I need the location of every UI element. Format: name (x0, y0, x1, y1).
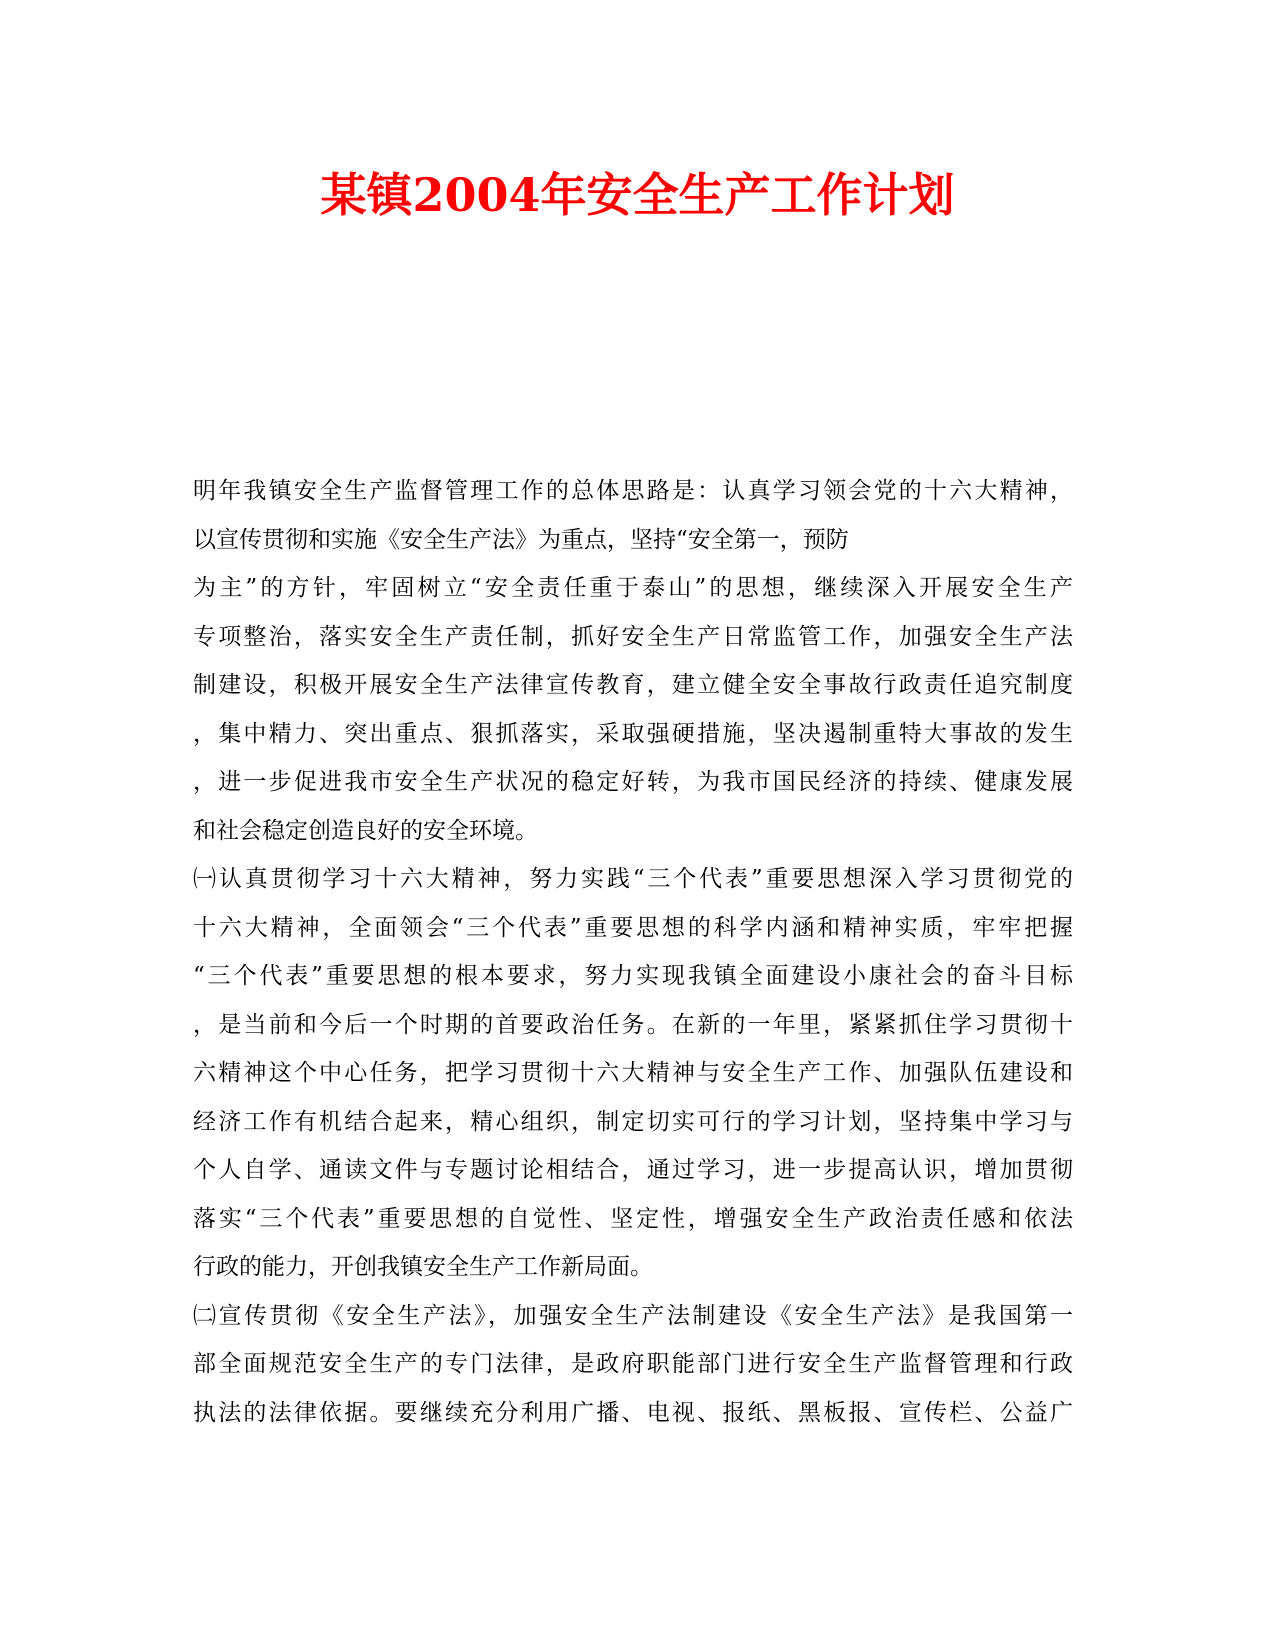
body-line: 专项整治，落实安全生产责任制，抓好安全生产日常监管工作，加强安全生产法 (193, 623, 1073, 650)
body-line: 以宣传贯彻和实施《安全生产法》为重点，坚持“安全第一，预防 (193, 526, 849, 553)
document-body (193, 476, 1073, 1446)
body-line: “三个代表”重要思想的根本要求，努力实现我镇全面建设小康社会的奋斗目标 (193, 963, 1073, 989)
body-line: 个人自学、通读文件与专题讨论相结合，通过学习，进一步提高认识，增加贯彻 (193, 1157, 1073, 1183)
body-line: ，集中精力、突出重点、狠抓落实，采取强硬措施，坚决遏制重特大事故的发生 (193, 720, 1073, 747)
body-line: 经济工作有机结合起来，精心组织，制定切实可行的学习计划，坚持集中学习与 (193, 1108, 1073, 1135)
body-line: ㈠认真贯彻学习十六大精神，努力实践“三个代表”重要思想深入学习贯彻党的 (193, 866, 1073, 892)
document-title: 某镇2004年安全生产工作计划 (320, 168, 955, 222)
body-line: 执法的法律依据。要继续充分利用广播、电视、报纸、黑板报、宣传栏、公益广 (193, 1399, 1073, 1426)
body-line: 为主”的方针，牢固树立“安全责任重于泰山”的思想，继续深入开展安全生产 (193, 575, 1073, 601)
body-line: 行政的能力，开创我镇安全生产工作新局面。 (193, 1254, 653, 1280)
body-line: 明年我镇安全生产监督管理工作的总体思路是：认真学习领会党的十六大精神， (193, 478, 1073, 504)
body-line: ，进一步促进我市安全生产状况的稳定好转，为我市国民经济的持续、健康发展 (193, 769, 1073, 795)
body-line: ㈡宣传贯彻《安全生产法》，加强安全生产法制建设《安全生产法》是我国第一 (193, 1302, 1073, 1329)
body-line: 六精神这个中心任务，把学习贯彻十六大精神与安全生产工作、加强队伍建设和 (193, 1060, 1073, 1086)
body-line: 落实“三个代表”重要思想的自觉性、坚定性，增强安全生产政治责任感和依法 (193, 1205, 1073, 1232)
body-line: 部全面规范安全生产的专门法律，是政府职能部门进行安全生产监督管理和行政 (193, 1351, 1073, 1377)
body-line: 制建设，积极开展安全生产法律宣传教育，建立健全安全事故行政责任追究制度 (193, 672, 1073, 698)
body-line: ，是当前和今后一个时期的首要政治任务。在新的一年里，紧紧抓住学习贯彻十 (193, 1011, 1073, 1038)
body-line: 和社会稳定创造良好的安全环境。 (193, 817, 538, 844)
body-line: 十六大精神，全面领会“三个代表”重要思想的科学内涵和精神实质，牢牢把握 (193, 914, 1073, 941)
